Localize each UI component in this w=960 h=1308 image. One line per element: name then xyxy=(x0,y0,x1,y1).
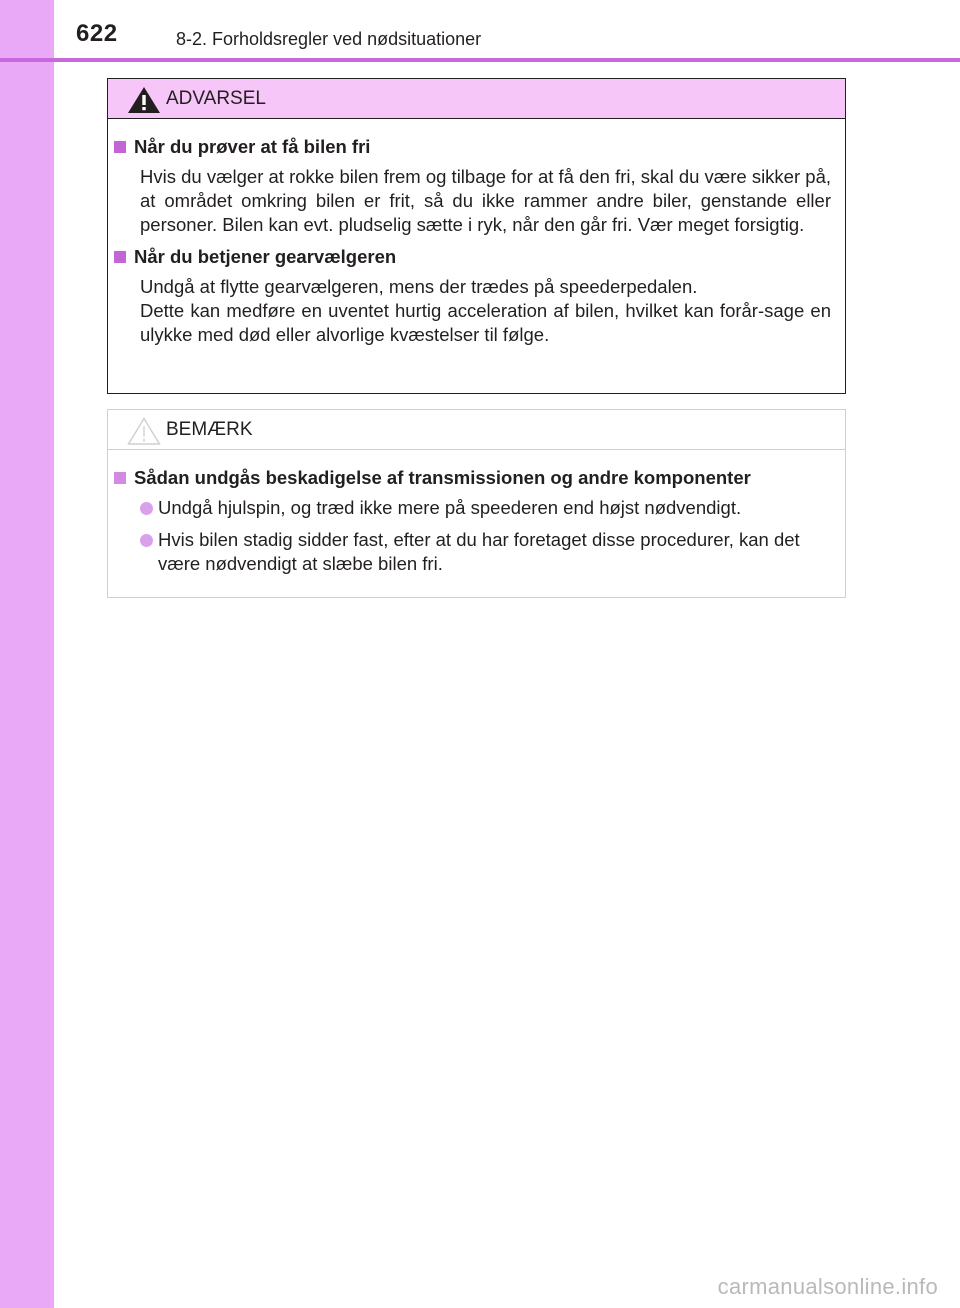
round-bullet-icon xyxy=(140,534,153,547)
warning-box xyxy=(107,78,846,394)
warning-item-text: Hvis du vælger at rokke bilen frem og tilbage for at få den fri, skal du være sikker på, at området omkring bilen er frit, så du ikke rammer andre biler, genstande eller personer. Bilen kan evt. pludselig sætte i ryk, når den går fri. Vær meget forsigtig. xyxy=(140,166,831,235)
warning-label: ADVARSEL xyxy=(166,88,266,109)
round-bullet-icon xyxy=(140,502,153,515)
page-number: 622 xyxy=(76,20,118,47)
warning-item-text: Dette kan medføre en uventet hurtig acceleration af bilen, hvilket kan forår-sage en ulykke med død eller alvorlige kvæstelser til følge. xyxy=(140,300,831,345)
watermark: carmanualsonline.info xyxy=(717,1274,938,1299)
warning-box-body xyxy=(108,119,845,347)
warning-triangle-icon xyxy=(126,85,162,115)
square-bullet-icon xyxy=(114,251,126,263)
warning-item-heading: Når du prøver at få bilen fri xyxy=(114,135,831,159)
note-box-header xyxy=(108,410,845,450)
section-title: 8-2. Forholdsregler ved nødsituationer xyxy=(176,29,482,49)
note-box xyxy=(107,409,846,598)
note-bullet: Undgå hjulspin, og træd ikke mere på speederen end højst nødvendigt. xyxy=(140,496,831,520)
note-label: BEMÆRK xyxy=(166,419,253,440)
header-rule xyxy=(0,58,960,62)
square-bullet-icon xyxy=(114,472,126,484)
warning-item-text: Undgå at flytte gearvælgeren, mens der trædes på speederpedalen. xyxy=(140,276,698,297)
side-band xyxy=(0,0,54,1308)
note-bullet: Hvis bilen stadig sidder fast, efter at du har foretaget disse procedurer, kan det være nødvendigt at slæbe bilen fri. xyxy=(140,528,831,576)
warning-box-header xyxy=(108,79,845,119)
caution-outline-triangle-icon xyxy=(126,416,162,446)
warning-item-heading: Når du betjener gearvælgeren xyxy=(114,245,831,269)
note-item-heading: Sådan undgås beskadigelse af transmissionen og andre komponenter xyxy=(114,466,831,490)
note-box-body xyxy=(108,450,845,576)
square-bullet-icon xyxy=(114,141,126,153)
